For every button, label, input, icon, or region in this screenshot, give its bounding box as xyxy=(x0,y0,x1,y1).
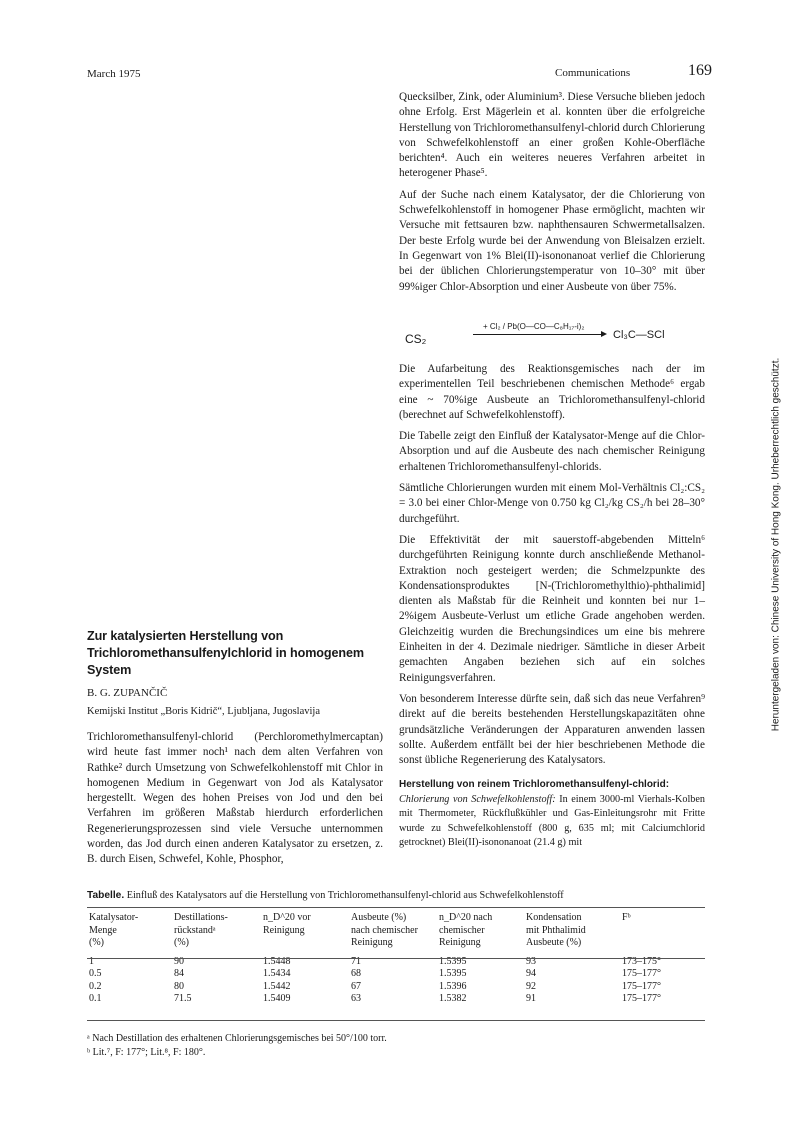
right-column-top xyxy=(399,90,705,301)
reactant: CS₂ xyxy=(405,332,427,346)
article-title: Zur katalysierten Herstellung von Trichloromethansulfenylchlorid in homogenem System xyxy=(87,629,364,677)
table-footnote-a: ᵃ Nach Destillation des erhaltenen Chlorierungsgemisches bei 50°/100 torr. xyxy=(87,1033,387,1044)
paragraph: Von besonderem Interesse dürfte sein, daß sich das neue Verfahren⁹ direkt auf die bereits bestehenden Herstellungskapazitäten ohne grundsätzliche Veränderungen der Apparaturen anwenden lassen sollte. Außerdem entfällt bei der hier beschriebenen Methode die sonst übliche Regenerierung des Katalysators. xyxy=(399,692,705,767)
reaction-arrow-icon xyxy=(473,334,605,335)
table-rule-top xyxy=(87,907,705,908)
paragraph: Quecksilber, Zink, oder Aluminium³. Diese Versuche blieben jedoch ohne Erfolg. Erst Mägerlein et al. konnten über die erfolgreiche Herstellung von Trichloromethansulfenyl-chlorid durch Chlorierung von Schwefelkohlenstoff an einer großen Kohle-Oberfläche berichten⁴. Auch ein weiteres neueres Verfahren arbeitet in heterogener Phase⁵. xyxy=(399,91,705,180)
col-header-condensation: Kondensation mit Phthalimid Ausbeute (%) xyxy=(526,912,586,948)
experimental-text: In einem 3000-ml Vierhals-Kolben mit Thermometer, Rückflußkühler und Gas-Einleitungsrohr mit Fritte wurde zu Schwefelkohlenstoff (800 g, 635 ml; mit Calciumchlorid getrocknet) Blei(II)-isononanoat (21.4 g) mit xyxy=(399,793,705,849)
right-column-middle xyxy=(399,362,705,857)
table-row: 0.2 80 1.5442 67 1.5396 92 175–177° xyxy=(89,980,661,992)
table-row: 1 90 1.5448 71 1.5395 93 173–175° xyxy=(89,955,661,967)
article-intro xyxy=(87,730,383,874)
table-caption-text: Einfluß des Katalysators auf die Herstellung von Trichloromethansulfenyl-chlorid aus Schwefelkohlenstoff xyxy=(124,890,564,901)
paragraph: Auf der Suche nach einem Katalysator, der die Chlorierung von Schwefelkohlenstoff in homogener Phase ermöglicht, machten wir Versuche mit fettsauren bzw. naphthensauren Schwermetallsalzen. Der beste Erfolg wurde bei der Anwendung von Bleisalzen erzielt. In Gegenwart von 1% Blei(II)-isononanoat verlief die Chlorierung bei der üblichen Chlorierungstemperatur von 10–30° mit über 99%iger Chlor-Absorption und einer Ausbeute von über 75%. xyxy=(399,188,705,293)
experimental-subheading: Chlorierung von Schwefelkohlenstoff: xyxy=(399,793,556,805)
reaction-scheme xyxy=(405,322,705,352)
table-row: 0.1 71.5 1.5409 63 1.5382 91 175–177° xyxy=(89,993,661,1005)
col-header-refractive-after: n_D^20 nach chemischer Reinigung xyxy=(439,912,493,948)
table-rule-header xyxy=(87,958,705,959)
table-footnote-b: ᵇ Lit.⁷, F: 177°; Lit.⁸, F: 180°. xyxy=(87,1047,206,1058)
article-affiliation: Kemijski Institut „Boris Kidrič“, Ljubljana, Jugoslavija xyxy=(87,706,321,717)
download-notice-text: Heruntergeladen von: Chinese University of Hong Kong. Urheberrechtlich geschützt. xyxy=(770,357,782,732)
col-header-residue: Destillations- rückstandᵃ (%) xyxy=(174,912,228,948)
running-header-section: Communications xyxy=(555,67,631,79)
col-header-yield: Ausbeute (%) nach chemischer Reinigung xyxy=(351,912,418,948)
paragraph: Die Effektivität der mit sauerstoff-abgebenden Mitteln⁶ durchgeführten Reinigung konnte durch anschließende Methanol-Extraktion noch gesteigert werden; die Schmelzpunkte des Kondensationsproduktes [N-(Trichloromethylthio)-phthalimid] dienten als Maßstab für die Reinheit und konnten bei nur 1–2%igem Ausbeute-Verlust um etliche Grade angehoben werden. Gleichzeitig wurden die Brechungsindices um eine bis mehrere Einheiten in der 4. Dezimale niedriger. Sämtliche in dieser Arbeit gemachten Angaben beziehen sich auf ein solches Reinigungsverfahren. xyxy=(399,533,705,684)
page-number: 169 xyxy=(688,62,712,79)
product: Cl₃C—SCl xyxy=(613,329,665,341)
table-row: 0.5 84 1.5434 68 1.5395 94 175–177° xyxy=(89,968,661,980)
paragraph: Die Aufarbeitung des Reaktionsgemisches nach der im experimentellen Teil beschriebenen chemischen Methode⁶ ergab eine ~ 70%ige Ausbeute an Trichloromethansulfenyl-chlorid (berechnet auf Schwefelkohlenstoff). xyxy=(399,363,705,421)
col-header-catalyst: Katalysator- Menge (%) xyxy=(89,912,139,948)
download-notice xyxy=(766,356,780,736)
paragraph: Die Tabelle zeigt den Einfluß der Katalysator-Menge auf die Chlor-Absorption und auf die Ausbeute des nach chemischer Reinigung erhaltenen Trichloromethansulfenyl-chlorids. xyxy=(399,430,705,473)
experimental-section xyxy=(399,778,705,851)
col-header-mp: Fᵇ xyxy=(622,912,631,923)
article-author: B. G. ZUPANČIČ xyxy=(87,687,168,699)
running-header-date: March 1975 xyxy=(87,68,141,80)
experimental-heading: Herstellung von reinem Trichloromethansulfenyl-chlorid: xyxy=(399,779,670,791)
table-rule-bottom xyxy=(87,1020,705,1021)
paragraph: Sämtliche Chlorierungen wurden mit einem Mol-Verhältnis Cl₂:CS₂ = 3.0 bei einer Chlor-Menge von 0.750 kg Cl₂/kg CS₂/h bei 28–30° durchgeführt. xyxy=(399,482,705,525)
table-caption-label: Tabelle. xyxy=(87,890,125,901)
col-header-refractive-before: n_D^20 vor Reinigung xyxy=(263,912,311,936)
table-caption xyxy=(87,890,564,901)
reaction-conditions: + Cl₂ / Pb(O—CO—C₈H₁₇-i)₂ xyxy=(483,322,585,331)
paragraph: Trichloromethansulfenyl-chlorid (Perchloromethylmercaptan) wird heute fast immer noch¹ nach dem alten Verfahren von Rathke² durch Umsetzung von Schwefelkohlenstoff mit Chlor in homogenen Medium in Gegenwart von Jod als Katalysator hergestellt. Wegen des hohen Preises von Jod und den bei Verfahren im größeren Maßstab hierdurch erforderlichen Regenerierungsprozessen sind viele Versuche unternommen worden, das Jod durch einen anderen Katalysator zu ersetzen, z. B. durch Eisen, Schwefel, Kohle, Phosphor, xyxy=(87,731,383,866)
